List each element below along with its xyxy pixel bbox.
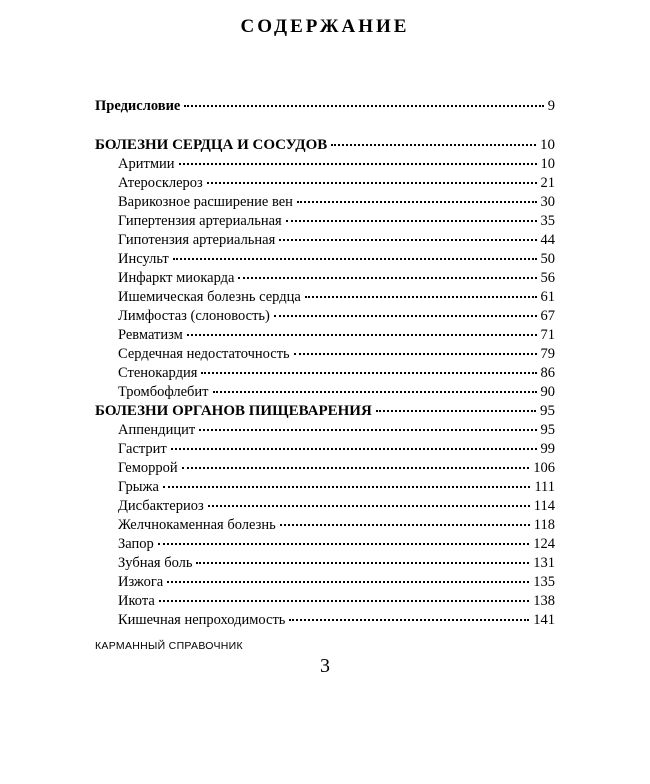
toc-entry-page: 86 [540, 365, 555, 381]
toc-entry-page: 138 [533, 593, 555, 609]
dot-leader [158, 543, 529, 545]
dot-leader [297, 201, 537, 203]
toc-entry-page: 10 [540, 156, 555, 172]
toc-entry-page: 71 [540, 327, 555, 343]
toc-entry-label: Лимфостаз (слоновость) [118, 308, 270, 324]
toc-section-digestion [95, 403, 555, 422]
toc-entry [118, 555, 555, 574]
toc-entry-label: Геморрой [118, 460, 178, 476]
toc-entry-label: Атеросклероз [118, 175, 203, 191]
toc-section-label: БОЛЕЗНИ ОРГАНОВ ПИЩЕВАРЕНИЯ [95, 403, 372, 419]
dot-leader [289, 619, 529, 621]
toc-entry [118, 308, 555, 327]
toc-entry-label: Дисбактериоз [118, 498, 204, 514]
toc-entry [118, 346, 555, 365]
toc-entry [118, 422, 555, 441]
toc-entry-page: 30 [540, 194, 555, 210]
toc-entry-page: 90 [540, 384, 555, 400]
dot-leader [171, 448, 537, 450]
toc-entry [118, 441, 555, 460]
toc-entry-label: Предисловие [95, 98, 181, 114]
toc-entry [118, 498, 555, 517]
toc-entry-label: Гипертензия артериальная [118, 213, 282, 229]
toc-entry [118, 536, 555, 555]
toc-entry-page: 50 [540, 251, 555, 267]
toc-section-page: 95 [540, 403, 555, 419]
toc-entry-label: Желчнокаменная болезнь [118, 517, 276, 533]
dot-leader [182, 467, 530, 469]
toc-entry-label: Инсульт [118, 251, 169, 267]
toc-entry-label: Зубная боль [118, 555, 193, 571]
running-footer: КАРМАННЫЙ СПРАВОЧНИК [95, 640, 243, 652]
toc-entry [118, 327, 555, 346]
dot-leader [208, 505, 530, 507]
toc-entry [118, 365, 555, 384]
toc-entry [118, 460, 555, 479]
dot-leader [305, 296, 537, 298]
toc-entry-label: Инфаркт миокарда [118, 270, 235, 286]
toc-entry-page: 95 [540, 422, 555, 438]
toc-entry-label: Кишечная непроходимость [118, 612, 286, 628]
dot-leader [159, 600, 529, 602]
toc-entry-page: 131 [533, 555, 555, 571]
toc-entry [118, 479, 555, 498]
toc-entry [118, 612, 555, 631]
toc-entry-label: Ревматизм [118, 327, 183, 343]
page-title: СОДЕРЖАНИЕ [240, 16, 410, 37]
dot-leader [331, 144, 536, 146]
dot-leader [280, 524, 530, 526]
dot-leader [238, 277, 536, 279]
toc-entry-page: 56 [540, 270, 555, 286]
toc-entry-preface [95, 98, 555, 117]
dot-leader [294, 353, 537, 355]
toc-entry-label: Изжога [118, 574, 164, 590]
toc-entry-page: 106 [533, 460, 555, 476]
toc-entry-page: 61 [540, 289, 555, 305]
dot-leader [279, 239, 536, 241]
dot-leader [187, 334, 537, 336]
toc-entry [118, 156, 555, 175]
toc-entry [118, 574, 555, 593]
toc-entry-page: 135 [533, 574, 555, 590]
dot-leader [274, 315, 537, 317]
toc-entry-page: 99 [540, 441, 555, 457]
toc-entry [118, 384, 555, 403]
toc-entry [118, 593, 555, 612]
toc-entry-label: Гастрит [118, 441, 167, 457]
toc-entry-page: 124 [533, 536, 555, 552]
dot-leader [184, 105, 543, 107]
toc-entry-label: Аппендицит [118, 422, 196, 438]
page-number: 3 [320, 655, 330, 677]
toc-entry-page: 118 [533, 517, 555, 533]
toc-entry [118, 232, 555, 251]
toc-entry [118, 270, 555, 289]
dot-leader [213, 391, 537, 393]
toc-entry [118, 194, 555, 213]
toc-section-page: 10 [540, 137, 555, 153]
toc-entry-label: Сердечная недостаточность [118, 346, 290, 362]
toc-section-label: БОЛЕЗНИ СЕРДЦА И СОСУДОВ [95, 137, 328, 153]
toc-entry-page: 114 [533, 498, 555, 514]
toc-entry-label: Запор [118, 536, 154, 552]
toc-entry-label: Икота [118, 593, 155, 609]
toc-entry-page: 111 [534, 479, 555, 495]
dot-leader [179, 163, 537, 165]
toc-entry-page: 141 [533, 612, 555, 628]
toc-entry-label: Варикозное расширение вен [118, 194, 293, 210]
toc-entry-label: Гипотензия артериальная [118, 232, 276, 248]
dot-leader [196, 562, 529, 564]
dot-leader [167, 581, 529, 583]
toc-entry-label: Аритмии [118, 156, 175, 172]
toc-entry [118, 251, 555, 270]
toc-entry-page: 79 [540, 346, 555, 362]
dot-leader [199, 429, 536, 431]
dot-leader [207, 182, 537, 184]
toc-entry-label: Тромбофлебит [118, 384, 209, 400]
toc-section-heart [95, 137, 555, 156]
toc-entry-page: 44 [540, 232, 555, 248]
toc-entry [118, 175, 555, 194]
toc-entry-page: 67 [540, 308, 555, 324]
toc-entry-label: Грыжа [118, 479, 159, 495]
dot-leader [163, 486, 530, 488]
toc-entry-page: 35 [540, 213, 555, 229]
toc-entry-label: Ишемическая болезнь сердца [118, 289, 301, 305]
toc-entry-label: Стенокардия [118, 365, 198, 381]
dot-leader [173, 258, 537, 260]
dot-leader [376, 410, 536, 412]
toc-entry [118, 289, 555, 308]
dot-leader [286, 220, 537, 222]
toc-entry-page: 9 [547, 98, 555, 114]
toc-entry [118, 213, 555, 232]
toc-entry [118, 517, 555, 536]
dot-leader [201, 372, 536, 374]
toc-entry-page: 21 [540, 175, 555, 191]
